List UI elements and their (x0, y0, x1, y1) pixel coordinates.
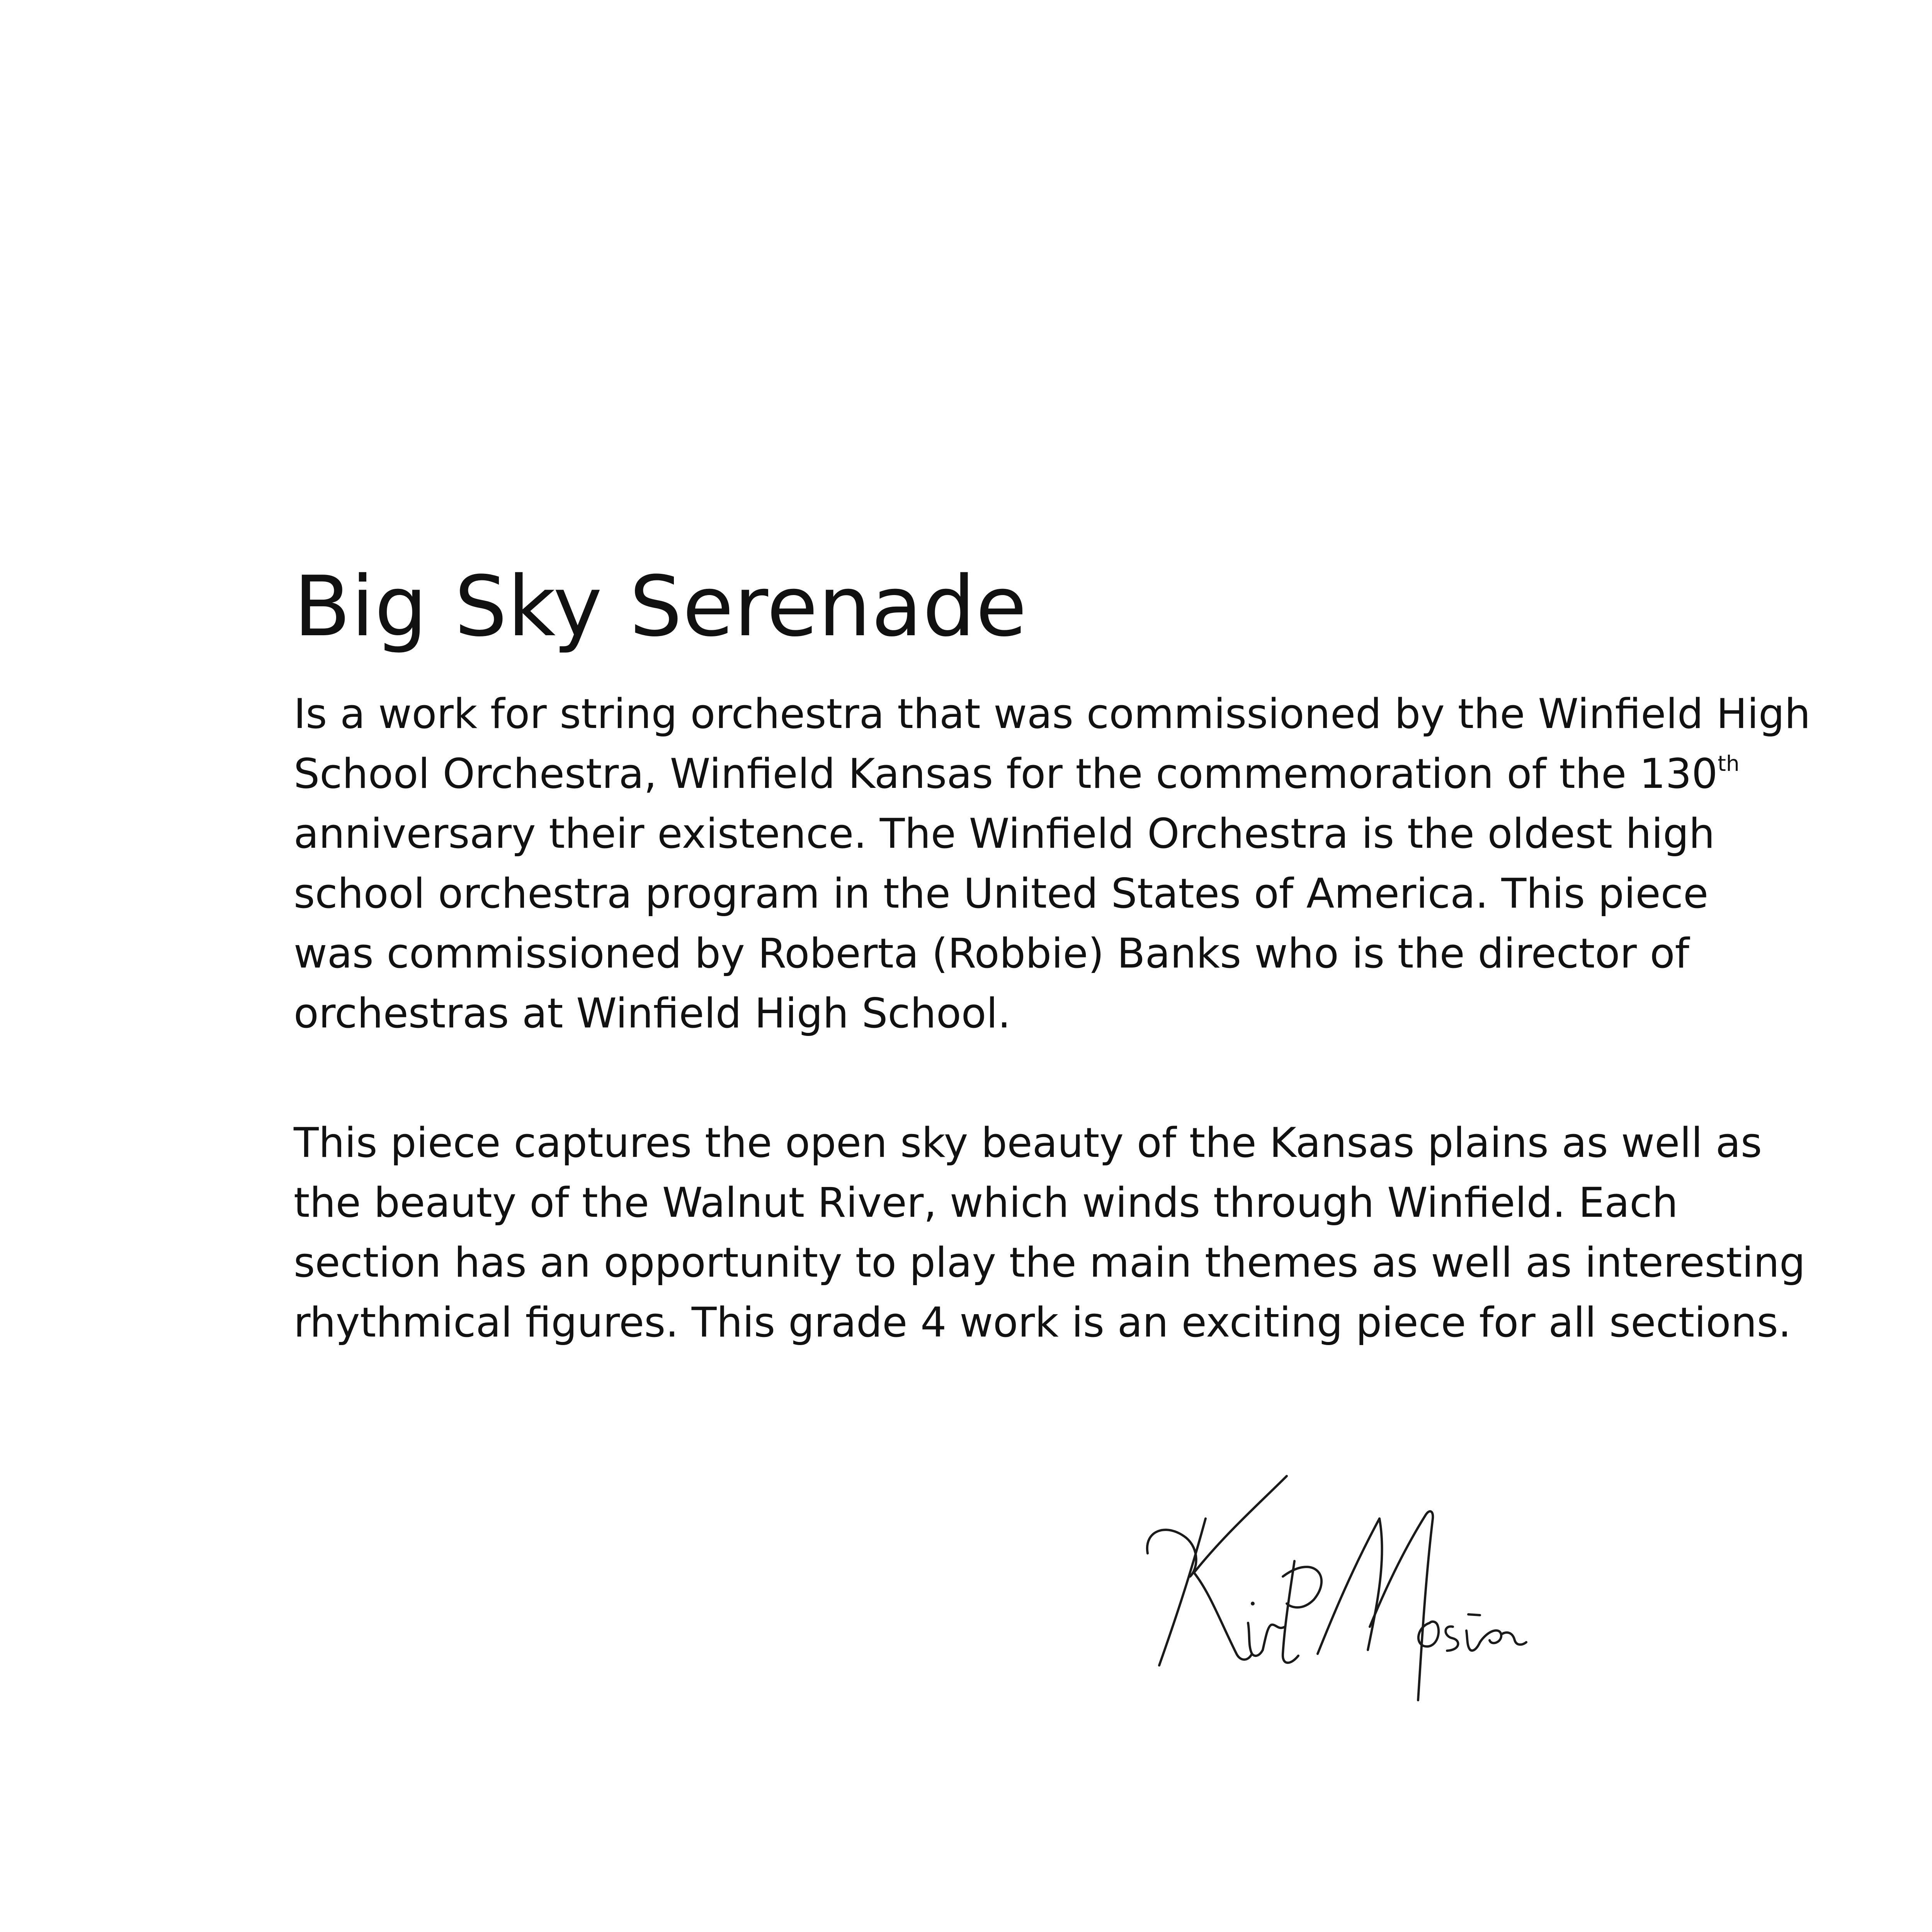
paragraph-line: This piece captures the open sky beauty of the Kansas plains as well as (294, 1119, 1762, 1167)
paragraph-line: Is a work for string orchestra that was commissioned by the Winfield High (294, 690, 1811, 738)
paragraph-line: the beauty of the Walnut River, which winds through Winfield. Each (294, 1179, 1678, 1226)
ordinal-superscript: th (1718, 751, 1740, 776)
description-paragraph-2 (294, 1113, 1805, 1352)
paragraph-line: was commissioned by Roberta (Robbie) Banks who is the director of (294, 930, 1689, 977)
paragraph-line: anniversary their existence. The Winfield Orchestra is the oldest high (294, 810, 1715, 857)
paragraph-line: rhythmical figures. This grade 4 work is an exciting piece for all sections. (294, 1299, 1791, 1346)
paragraph-line: section has an opportunity to play the main themes as well as interesting (294, 1239, 1806, 1286)
description-paragraph-1 (294, 684, 1811, 1043)
handwritten-signature (1132, 1461, 1557, 1712)
paragraph-line-text: School Orchestra, Winfield Kansas for the commemoration of the 130 (294, 750, 1718, 798)
page-title: Big Sky Serenade (294, 558, 1027, 655)
paragraph-line: orchestras at Winfield High School. (294, 990, 1011, 1037)
paragraph-line: school orchestra program in the United States of America. This piece (294, 870, 1709, 917)
paragraph-line (294, 744, 1811, 804)
